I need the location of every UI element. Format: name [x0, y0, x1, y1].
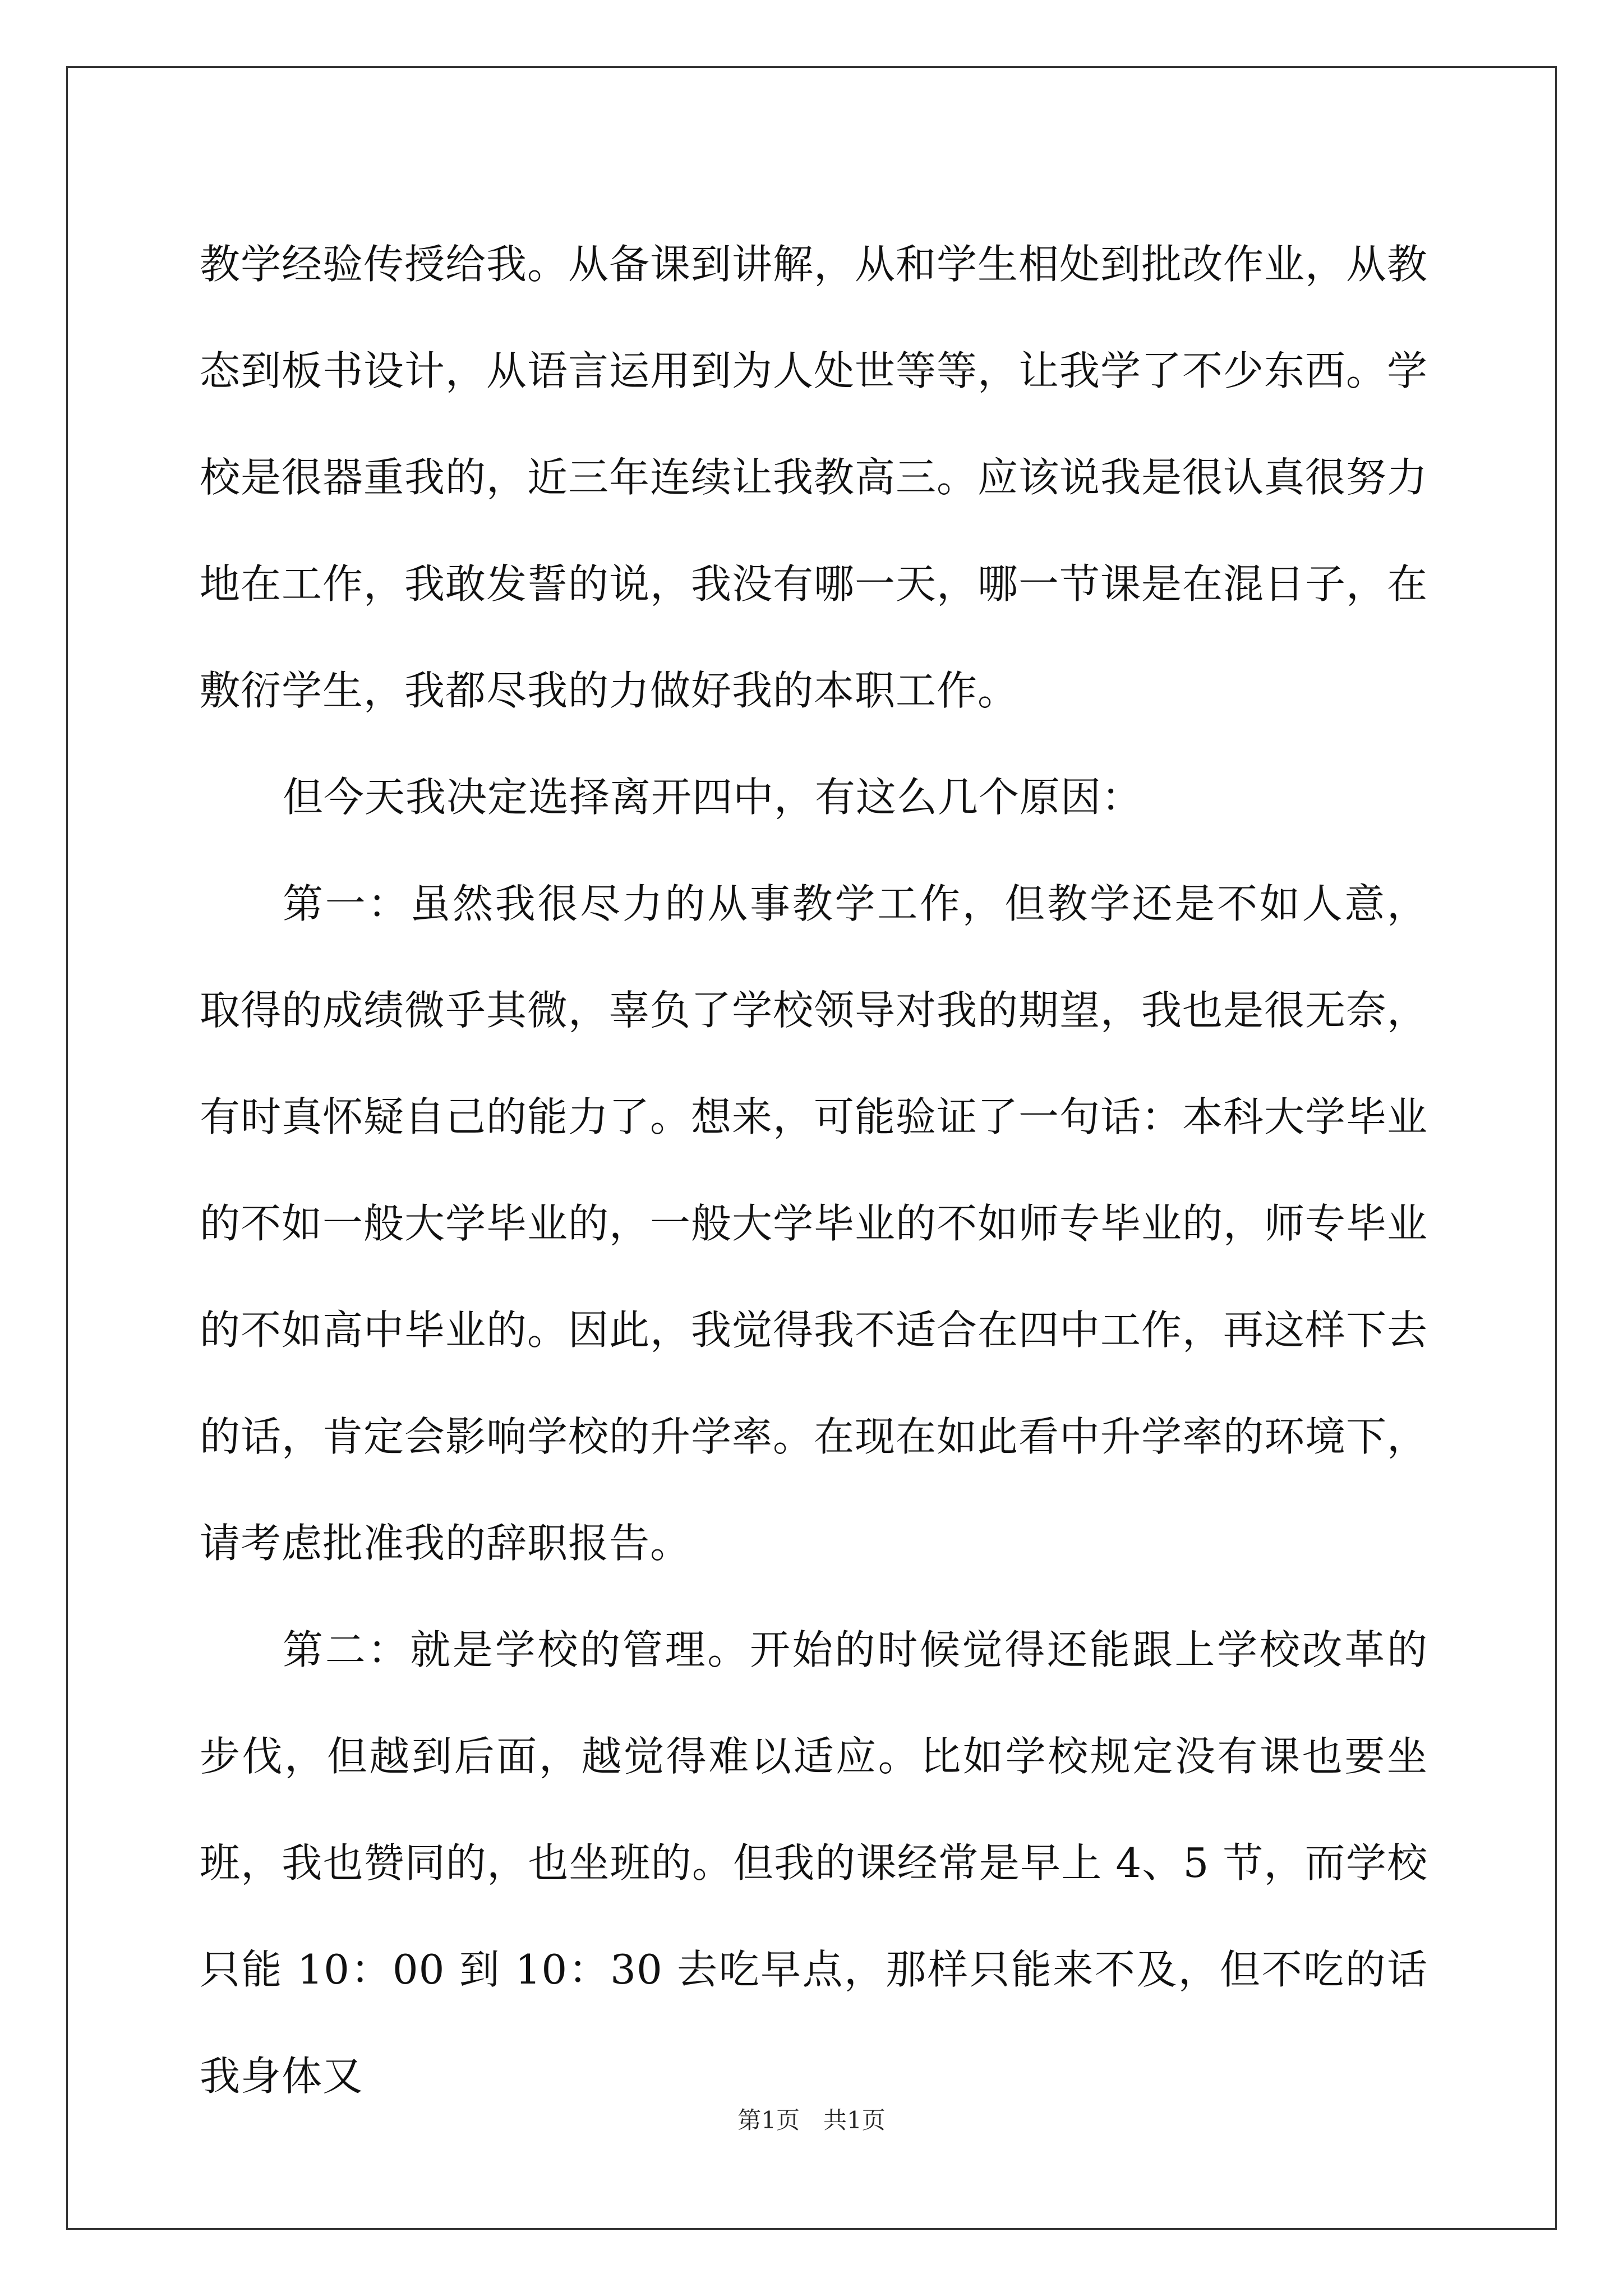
paragraph-2: 但今天我决定选择离开四中，有这么几个原因： — [283, 774, 1143, 821]
paragraph-4: 第二：就是学校的管理。开始的时候觉得还能跟上学校改革的步伐，但越到后面，越觉得难以适应。比如学校规定没有课也要坐班，我也赞同的，也坐班的。但我的课经常是早上 4、5 节，而学校只能 10：00 到 10：30 去吃早点，那样只能来不及，但不吃的话我身体又 — [200, 1626, 1428, 2100]
paragraph-3: 第一：虽然我很尽力的从事教学工作，但教学还是不如人意，取得的成绩微乎其微，辜负了学校领导对我的期望，我也是很无奈，有时真怀疑自己的能力了。想来，可能验证了一句话：本科大学毕业的不如一般大学毕业的，一般大学毕业的不如师专毕业的，师专毕业的不如高中毕业的。因此，我觉得我不适合在四中工作，再这样下去的话，肯定会影响学校的升学率。在现在如此看中升学率的环境下，请考虑批准我的辞职报告。 — [200, 880, 1428, 1567]
paragraph-1: 教学经验传授给我。从备课到讲解，从和学生相处到批改作业，从教态到板书设计，从语言运用到为人处世等等，让我学了不少东西。学校是很器重我的，近三年连续让我教高三。应该说我是很认真很努力地在工作，我敢发誓的说，我没有哪一天，哪一节课是在混日子，在敷衍学生，我都尽我的力做好我的本职工作。 — [200, 241, 1428, 714]
page-number-footer: 第1页 共1页 — [737, 2106, 886, 2134]
document-body — [200, 211, 1428, 2129]
